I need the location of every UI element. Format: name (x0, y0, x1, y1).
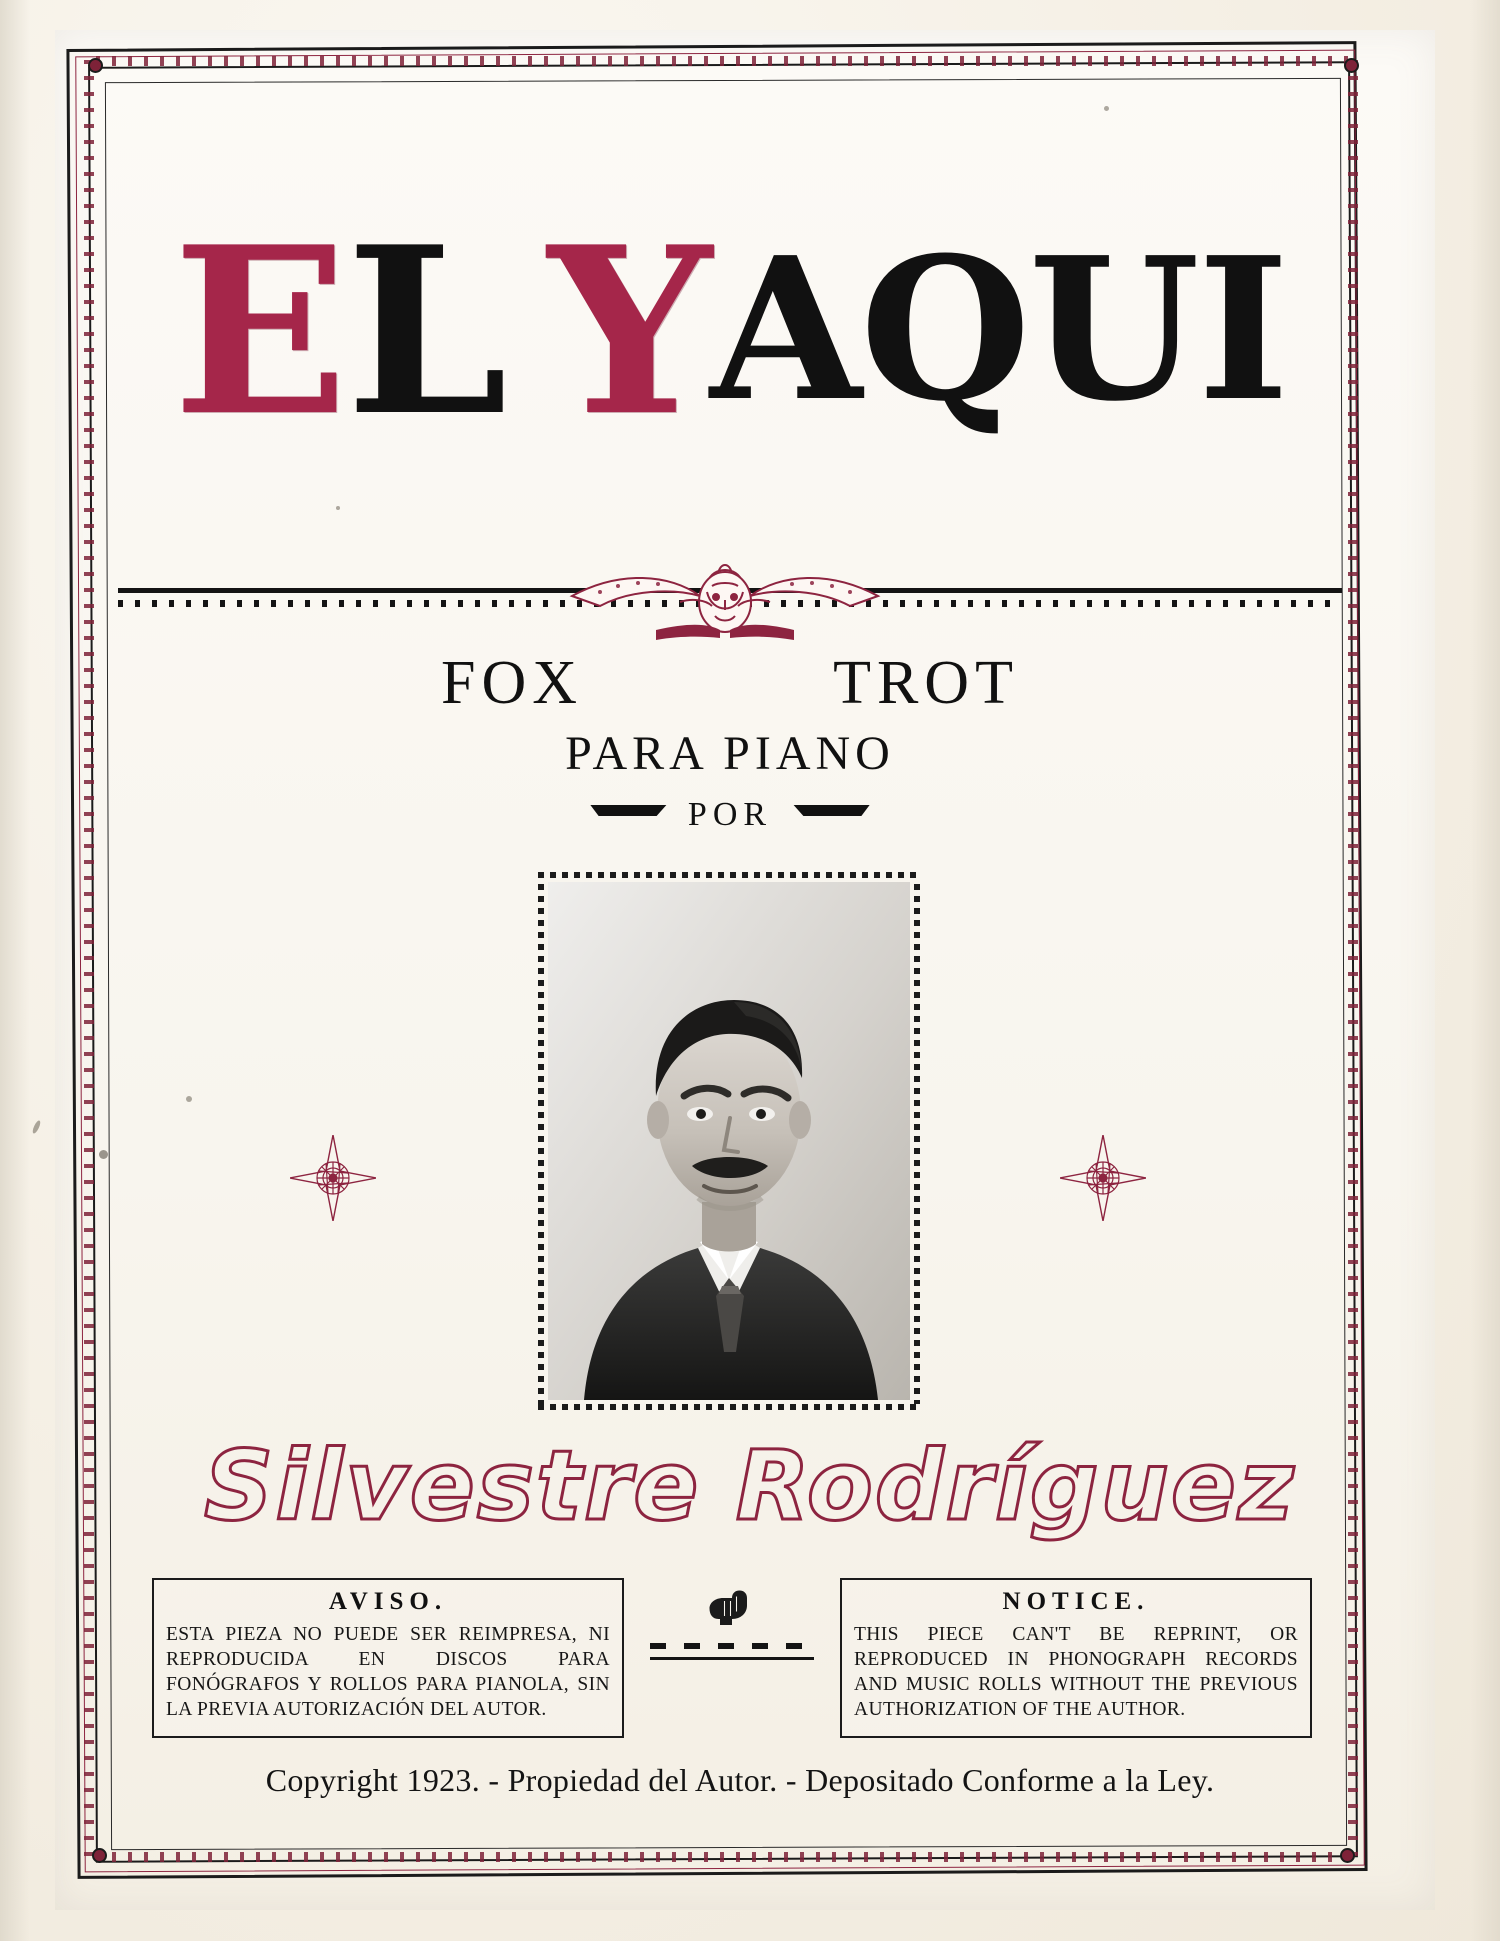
genre-line (150, 648, 1310, 719)
hand-dash-rule (650, 1643, 814, 1649)
genre-right: TROT (833, 649, 1019, 717)
paper-speck (99, 1150, 108, 1159)
dash-left-icon (590, 805, 667, 816)
title-letter-e: E (172, 197, 346, 467)
copyright-line: Copyright 1923. - Propiedad del Autor. - Depositado Conforme a la Ley. (265, 1762, 1215, 1798)
corner-dot-top-right (1344, 58, 1359, 73)
notice-body-english: THIS PIECE CAN'T BE REPRINT, OR REPRODUCED IN PHONOGRAPH RECORDS AND MUSIC ROLLS WITHOUT THE PREVIOUS AUTHORIZATION OF THE AUTHOR. (854, 1624, 1298, 1720)
corner-dot-bottom-right (1340, 1848, 1355, 1863)
center-ornament-icon (560, 552, 890, 662)
title-letter-l: L (345, 197, 506, 467)
chevron-band-bottom (96, 1852, 1354, 1862)
paper-speck (1104, 106, 1109, 111)
corner-dot-bottom-left (92, 1848, 107, 1863)
portrait-frame (538, 872, 920, 1410)
notice-box-spanish (152, 1578, 624, 1738)
title-letter-y: Y (547, 197, 710, 467)
paper-speck (336, 506, 340, 510)
pointing-hand-icon (702, 1586, 762, 1628)
page-title (150, 197, 1310, 467)
notice-box-english (840, 1578, 1312, 1738)
page-edge-left (0, 0, 30, 1941)
page-edge-right (1470, 0, 1500, 1941)
paper-speck (186, 1096, 192, 1102)
chevron-band-left (84, 60, 94, 1856)
chevron-band-right (1348, 60, 1358, 1856)
composer-name: Silvestre Rodríguez (204, 1430, 1296, 1542)
paper-speck (31, 1120, 41, 1135)
hand-solid-rule (650, 1657, 814, 1660)
chevron-band-top (96, 56, 1354, 66)
by-word: POR (687, 796, 773, 833)
notice-body-spanish: ESTA PIEZA NO PUEDE SER REIMPRESA, NI REPRODUCIDA EN DISCOS PARA FONÓGRAFOS Y ROLLOS PARA PIANOLA, SIN LA PREVIA AUTORIZACIÓN DEL AUTOR. (166, 1624, 610, 1720)
corner-dot-top-left (88, 58, 103, 73)
genre-left: FOX (441, 649, 584, 717)
notice-heading-english: NOTICE. (1002, 1588, 1150, 1615)
portrait-photo (548, 882, 910, 1400)
rosette-right-icon (1060, 1135, 1146, 1221)
by-line (150, 796, 1310, 834)
pointing-hand-group (650, 1586, 814, 1736)
notice-heading-spanish: AVISO. (328, 1588, 448, 1615)
instrument-line: PARA PIANO (565, 727, 895, 780)
dash-right-icon (794, 805, 871, 816)
rosette-left-icon (290, 1135, 376, 1221)
title-word-aqui: AQUI (709, 215, 1288, 445)
notice-row (152, 1578, 1312, 1742)
